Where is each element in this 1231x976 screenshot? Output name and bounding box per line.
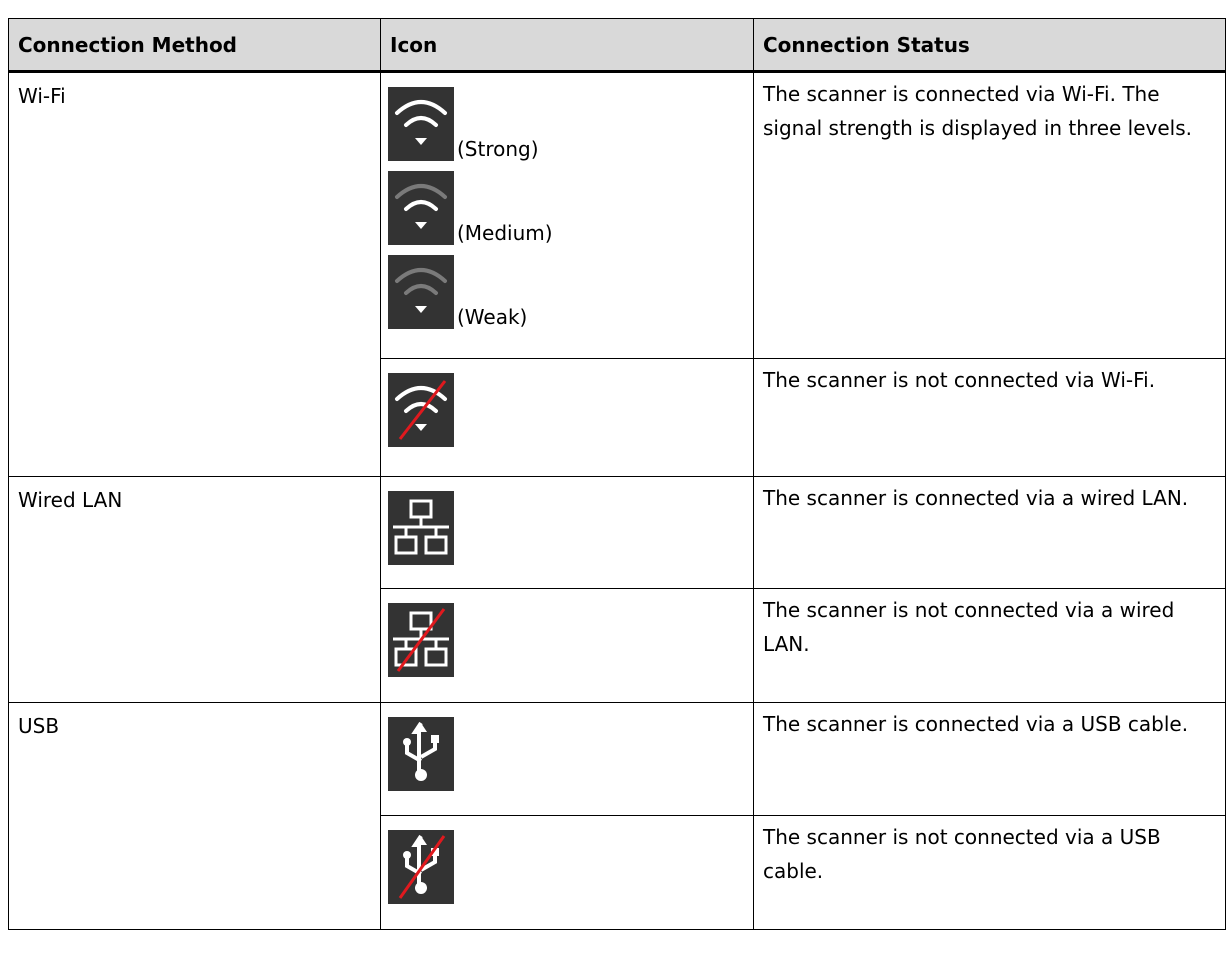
- table-row: [9, 72, 1226, 359]
- wifi-level-label: (Medium): [457, 221, 553, 245]
- method-wifi: Wi-Fi: [9, 72, 381, 477]
- usb-icon: [388, 717, 454, 791]
- status-wifi-disconnected: The scanner is not connected via Wi-Fi.: [754, 359, 1226, 477]
- wifi-level-strong: [388, 87, 753, 161]
- status-wifi-connected: The scanner is connected via Wi-Fi. The signal strength is displayed in three levels.: [754, 72, 1226, 359]
- wifi-level-medium: [388, 171, 753, 245]
- table-row: [9, 477, 1226, 589]
- wired-disconnected-cell: [381, 589, 754, 703]
- wifi-strong-icon: [388, 87, 454, 161]
- table-row: [9, 703, 1226, 816]
- wifi-level-weak: [388, 255, 753, 329]
- wifi-disconnected-cell: [381, 359, 754, 477]
- wifi-medium-icon: [388, 171, 454, 245]
- wired-lan-disconnected-icon: [388, 603, 454, 677]
- usb-disconnected-icon: [388, 830, 454, 904]
- status-wired-connected: The scanner is connected via a wired LAN.: [754, 477, 1226, 589]
- wifi-levels-cell: [381, 72, 754, 359]
- header-connection-status: Connection Status: [754, 19, 1226, 72]
- usb-connected-cell: [381, 703, 754, 816]
- wifi-weak-icon: [388, 255, 454, 329]
- usb-disconnected-cell: [381, 816, 754, 930]
- status-usb-disconnected: The scanner is not connected via a USB cable.: [754, 816, 1226, 930]
- wifi-level-label: (Weak): [457, 305, 528, 329]
- status-usb-connected: The scanner is connected via a USB cable.: [754, 703, 1226, 816]
- status-wired-disconnected: The scanner is not connected via a wired LAN.: [754, 589, 1226, 703]
- wired-lan-icon: [388, 491, 454, 565]
- method-wired-lan: Wired LAN: [9, 477, 381, 703]
- wired-connected-cell: [381, 477, 754, 589]
- header-connection-method: Connection Method: [9, 19, 381, 72]
- method-usb: USB: [9, 703, 381, 930]
- header-row: [9, 19, 1226, 72]
- wifi-level-label: (Strong): [457, 137, 539, 161]
- connection-status-table: [8, 18, 1226, 930]
- wifi-disconnected-icon: [388, 373, 454, 447]
- header-icon: Icon: [381, 19, 754, 72]
